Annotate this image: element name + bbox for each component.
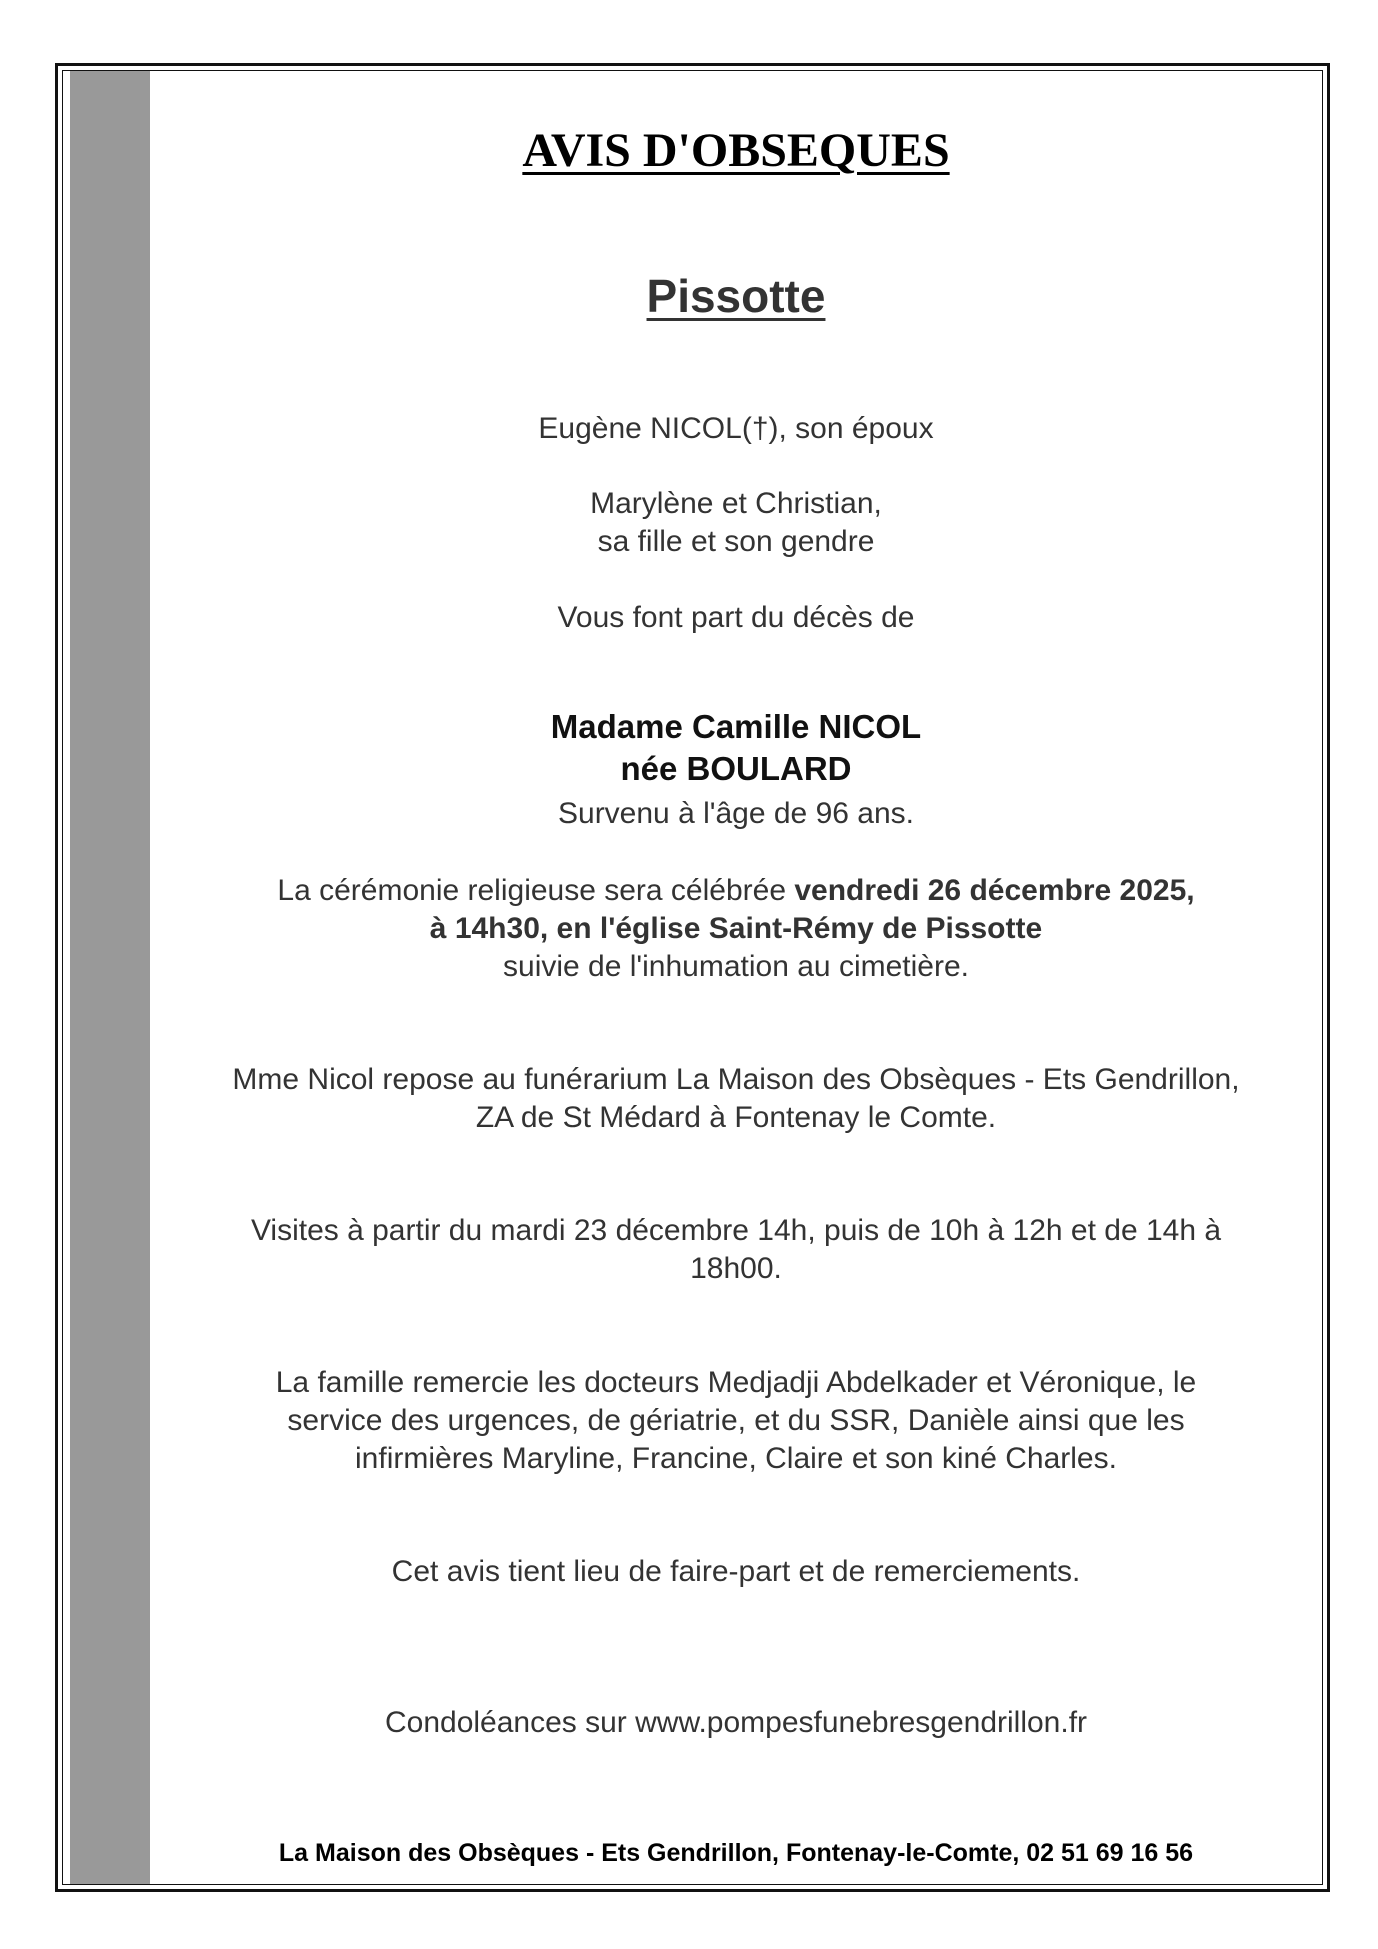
ceremony-intro: La cérémonie religieuse sera célébrée bbox=[277, 874, 795, 907]
deceased-maiden-name: née BOULARD bbox=[620, 750, 852, 787]
ceremony-place: à 14h30, en l'église Saint-Rémy de Pissotte bbox=[429, 912, 1043, 945]
ceremony-line-1 bbox=[150, 872, 1322, 910]
thanks-line-1: La famille remercie les docteurs Medjadji Abdelkader et Véronique, le bbox=[275, 1366, 1197, 1399]
ceremony-date: vendredi 26 décembre 2025, bbox=[794, 874, 1195, 907]
notice-content bbox=[150, 71, 1322, 1884]
ceremony-line-2 bbox=[150, 910, 1322, 948]
visits-line-1: Visites à partir du mardi 23 décembre 14h, puis de 10h à 12h et de 14h à bbox=[250, 1214, 1222, 1247]
town-name: Pissotte bbox=[646, 270, 826, 322]
notice-title: AVIS D'OBSEQUES bbox=[522, 124, 950, 177]
rest-line-1: Mme Nicol repose au funérarium La Maison des Obsèques - Ets Gendrillon, bbox=[232, 1063, 1240, 1096]
rest-line-2: ZA de St Médard à Fontenay le Comte. bbox=[475, 1101, 997, 1134]
spouse-line: Eugène NICOL(†), son époux bbox=[538, 412, 934, 445]
condolences-line: Condoléances sur www.pompesfunebresgendrillon.fr bbox=[384, 1706, 1088, 1739]
notice-statement: Cet avis tient lieu de faire-part et de remerciements. bbox=[391, 1555, 1081, 1588]
children-line-1: Marylène et Christian, bbox=[590, 487, 882, 520]
deceased-age: Survenu à l'âge de 96 ans. bbox=[558, 797, 914, 830]
thanks-line-3: infirmières Maryline, Francine, Claire et son kiné Charles. bbox=[355, 1442, 1117, 1475]
deceased-name: Madame Camille NICOL bbox=[550, 708, 922, 745]
announce-line: Vous font part du décès de bbox=[557, 601, 915, 634]
visits-line-2: 18h00. bbox=[690, 1252, 782, 1285]
burial-line: suivie de l'inhumation au cimetière. bbox=[503, 950, 969, 983]
thanks-line-2: service des urgences, de gériatrie, et du SSR, Danièle ainsi que les bbox=[287, 1404, 1185, 1437]
children-line-2: sa fille et son gendre bbox=[597, 525, 875, 558]
gray-side-band bbox=[70, 71, 150, 1884]
footer-contact: La Maison des Obsèques - Ets Gendrillon, Fontenay-le-Comte, 02 51 69 16 56 bbox=[278, 1839, 1194, 1867]
